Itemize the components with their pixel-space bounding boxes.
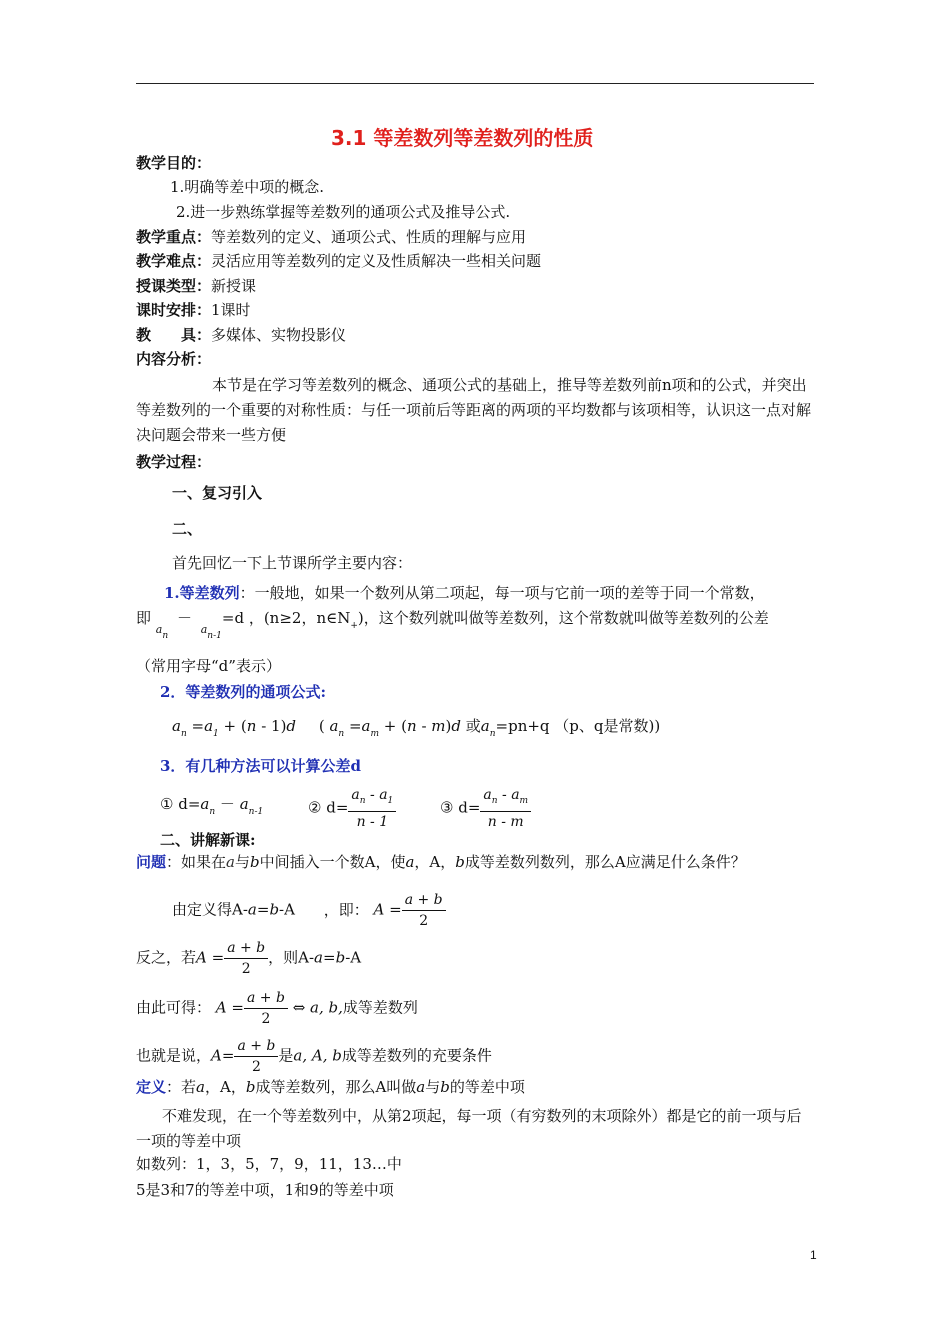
minus-sign: －	[176, 609, 192, 627]
new-lesson-label: 二、讲解新课:	[160, 831, 256, 849]
question-label: 问题	[136, 853, 167, 871]
defn-1: ：若	[166, 1078, 197, 1096]
method-2: ② d= $\frac{a_n - a_1}{n - 1}$	[308, 785, 396, 832]
analysis-paragraph: 本节是在学习等差数列的概念、通项公式的基础上，推导等差数列前n项和的公式，并突出等差数列的一个重要的对称性质：与任一项前后等距离的两项的平均数都与该项相等，认识这一点对解决问题会带来一些方便	[136, 376, 812, 444]
definition-middle: 定义：若a，A，b成等差数列，那么A叫做a与b的等差中项	[136, 1078, 525, 1096]
formula-label: 2．等差数列的通项公式:	[160, 683, 326, 701]
conversely-text: 反之，若	[136, 948, 197, 967]
q-part-4: ，A，	[414, 853, 456, 871]
formula-an1: an-1	[200, 623, 222, 641]
methods-label: 3．有几种方法可以计算公差d	[160, 757, 361, 775]
that-is-text: 也就是说，	[136, 1046, 212, 1065]
formula-alt: ( $a_n =a_m + (n - m)d$	[318, 717, 461, 739]
method-1-d: d=	[178, 795, 201, 813]
header-rule	[136, 83, 814, 84]
def-text: ：一般地，如果一个数列从第二项起，每一项与它前一项的差等于同一个常数，	[239, 584, 765, 602]
by-definition-line: 由定义得A-a=b-A ，即： A = $\frac{a + b}{2}$	[172, 890, 446, 931]
definition-line-1	[164, 581, 765, 605]
teaching-tools	[136, 323, 346, 347]
conversely-line: 反之，若A = $\frac{a + b}{2}$ ，则A-a=b-A	[136, 940, 362, 977]
section-review: 一、复习引入	[172, 484, 263, 502]
difficulty-label: 教学难点：	[136, 252, 212, 270]
hours-label: 课时安排：	[136, 301, 212, 319]
example-note: 5是3和7的等差中项，1和9的等差中项	[136, 1181, 394, 1199]
objectives-label: 教学目的：	[136, 154, 212, 172]
def-label: 1.等差数列	[164, 584, 240, 602]
formula-pnq: =pn+q （p、q是常数))	[495, 717, 661, 735]
type-text: 新授课	[211, 277, 257, 295]
hours-text: 1课时	[211, 301, 251, 319]
key-text: 等差数列的定义、通项公式、性质的理解与应用	[211, 228, 527, 246]
page-title: 3.1 等差数列等差数列的性质	[331, 126, 594, 150]
def-plus: +	[350, 621, 358, 631]
type-label: 授课类型：	[136, 277, 212, 295]
bydef-4: ，即：	[323, 900, 369, 919]
method-3-num: ③	[440, 798, 454, 817]
that-is-line: 也就是说，A= $\frac{a + b}{2}$ 是a, A, b成等差数列的充要条件	[136, 1038, 492, 1075]
difficulty-text: 灵活应用等差数列的定义及性质解决一些相关问题	[211, 252, 542, 270]
analysis-label: 内容分析：	[136, 350, 212, 368]
formula-an: an	[155, 623, 169, 641]
def-rest: )，这个数列就叫做等差数列，这个常数就叫做等差数列的公差	[357, 609, 769, 627]
frac-ab: $\frac{a + b}{2}$	[402, 890, 446, 931]
definition-line-3: （常用字母“d”表示）	[136, 657, 281, 675]
recall-text: 首先回忆一下上节课所学主要内容：	[172, 554, 413, 572]
that-is-end: 成等差数列的充要条件	[341, 1046, 492, 1065]
difficulty	[136, 249, 541, 273]
section-two: 二、	[172, 520, 203, 538]
def-mid: =d ，(n≥2，n∈N	[221, 609, 351, 627]
method-1: ① $d=a_n - a_{n-1}$	[160, 795, 264, 817]
hence-line: 由此可得： A = $\frac{a + b}{2}$ ⇔ a, b,成等差数列	[136, 990, 418, 1027]
lesson-hours	[136, 298, 251, 322]
then-text: ，则A-	[268, 948, 315, 967]
bydef-3: -A	[279, 900, 295, 919]
formula-line: $a_n =a_1 + (n - 1)d$ ( $a_n =a_m + (n - m)d$ 或$a_n=pn+q$ （p、q是常数))	[172, 717, 661, 739]
hence-end: 成等差数列	[342, 998, 418, 1017]
method-1-num: ①	[160, 795, 174, 813]
objective-1: 1.明确等差中项的概念.	[170, 178, 325, 196]
defn-label: 定义	[136, 1078, 167, 1096]
question-line: 问题：如果在a与b中间插入一个数A，使a，A，b成等差数列数列，那么A应满足什么条件？	[136, 853, 746, 871]
q-part-5: 成等差数列数列，那么A应满足什么条件？	[464, 853, 746, 871]
formula-or: 或	[465, 717, 481, 735]
definition-line-2	[136, 606, 769, 641]
bydef-1: 由定义得A-	[172, 900, 248, 919]
eq-A: A =	[373, 900, 402, 919]
defn-4: 与	[425, 1078, 441, 1096]
key-label: 教学重点：	[136, 228, 212, 246]
key-points	[136, 225, 526, 249]
bydef-2: =	[256, 900, 270, 919]
hence-text: 由此可得：	[136, 998, 212, 1017]
method-2-num: ②	[308, 798, 322, 817]
method-2-d: d=	[326, 798, 349, 817]
discover-paragraph: 不难发现，在一个等差数列中，从第2项起，每一项（有穷数列的末项除外）都是它的前一项与后一项的等差中项	[136, 1107, 802, 1150]
defn-5: 的等差中项	[449, 1078, 525, 1096]
q-part-1: ：如果在	[166, 853, 227, 871]
example-sequence: 如数列：1，3，5，7，9，11，13…中	[136, 1155, 402, 1173]
objective-2: 2.进一步熟练掌握等差数列的通项公式及推导公式.	[176, 203, 511, 221]
method-3-d: d=	[458, 798, 481, 817]
q-part-3: 中间插入一个数A，使	[259, 853, 406, 871]
method-3: ③ d= $\frac{a_n - a_m}{n - m}$	[440, 785, 531, 832]
page-number: 1	[810, 1248, 817, 1262]
tools-label: 教 具：	[136, 326, 212, 344]
q-part-2: 与	[234, 853, 250, 871]
lesson-type	[136, 274, 256, 298]
process-label: 教学过程：	[136, 453, 212, 471]
tools-text: 多媒体、实物投影仪	[211, 326, 347, 344]
that-is-is: 是	[278, 1046, 294, 1065]
def-prefix: 即	[136, 609, 152, 627]
defn-3: 成等差数列，那么A叫做	[255, 1078, 417, 1096]
defn-2: ，A，	[204, 1078, 246, 1096]
